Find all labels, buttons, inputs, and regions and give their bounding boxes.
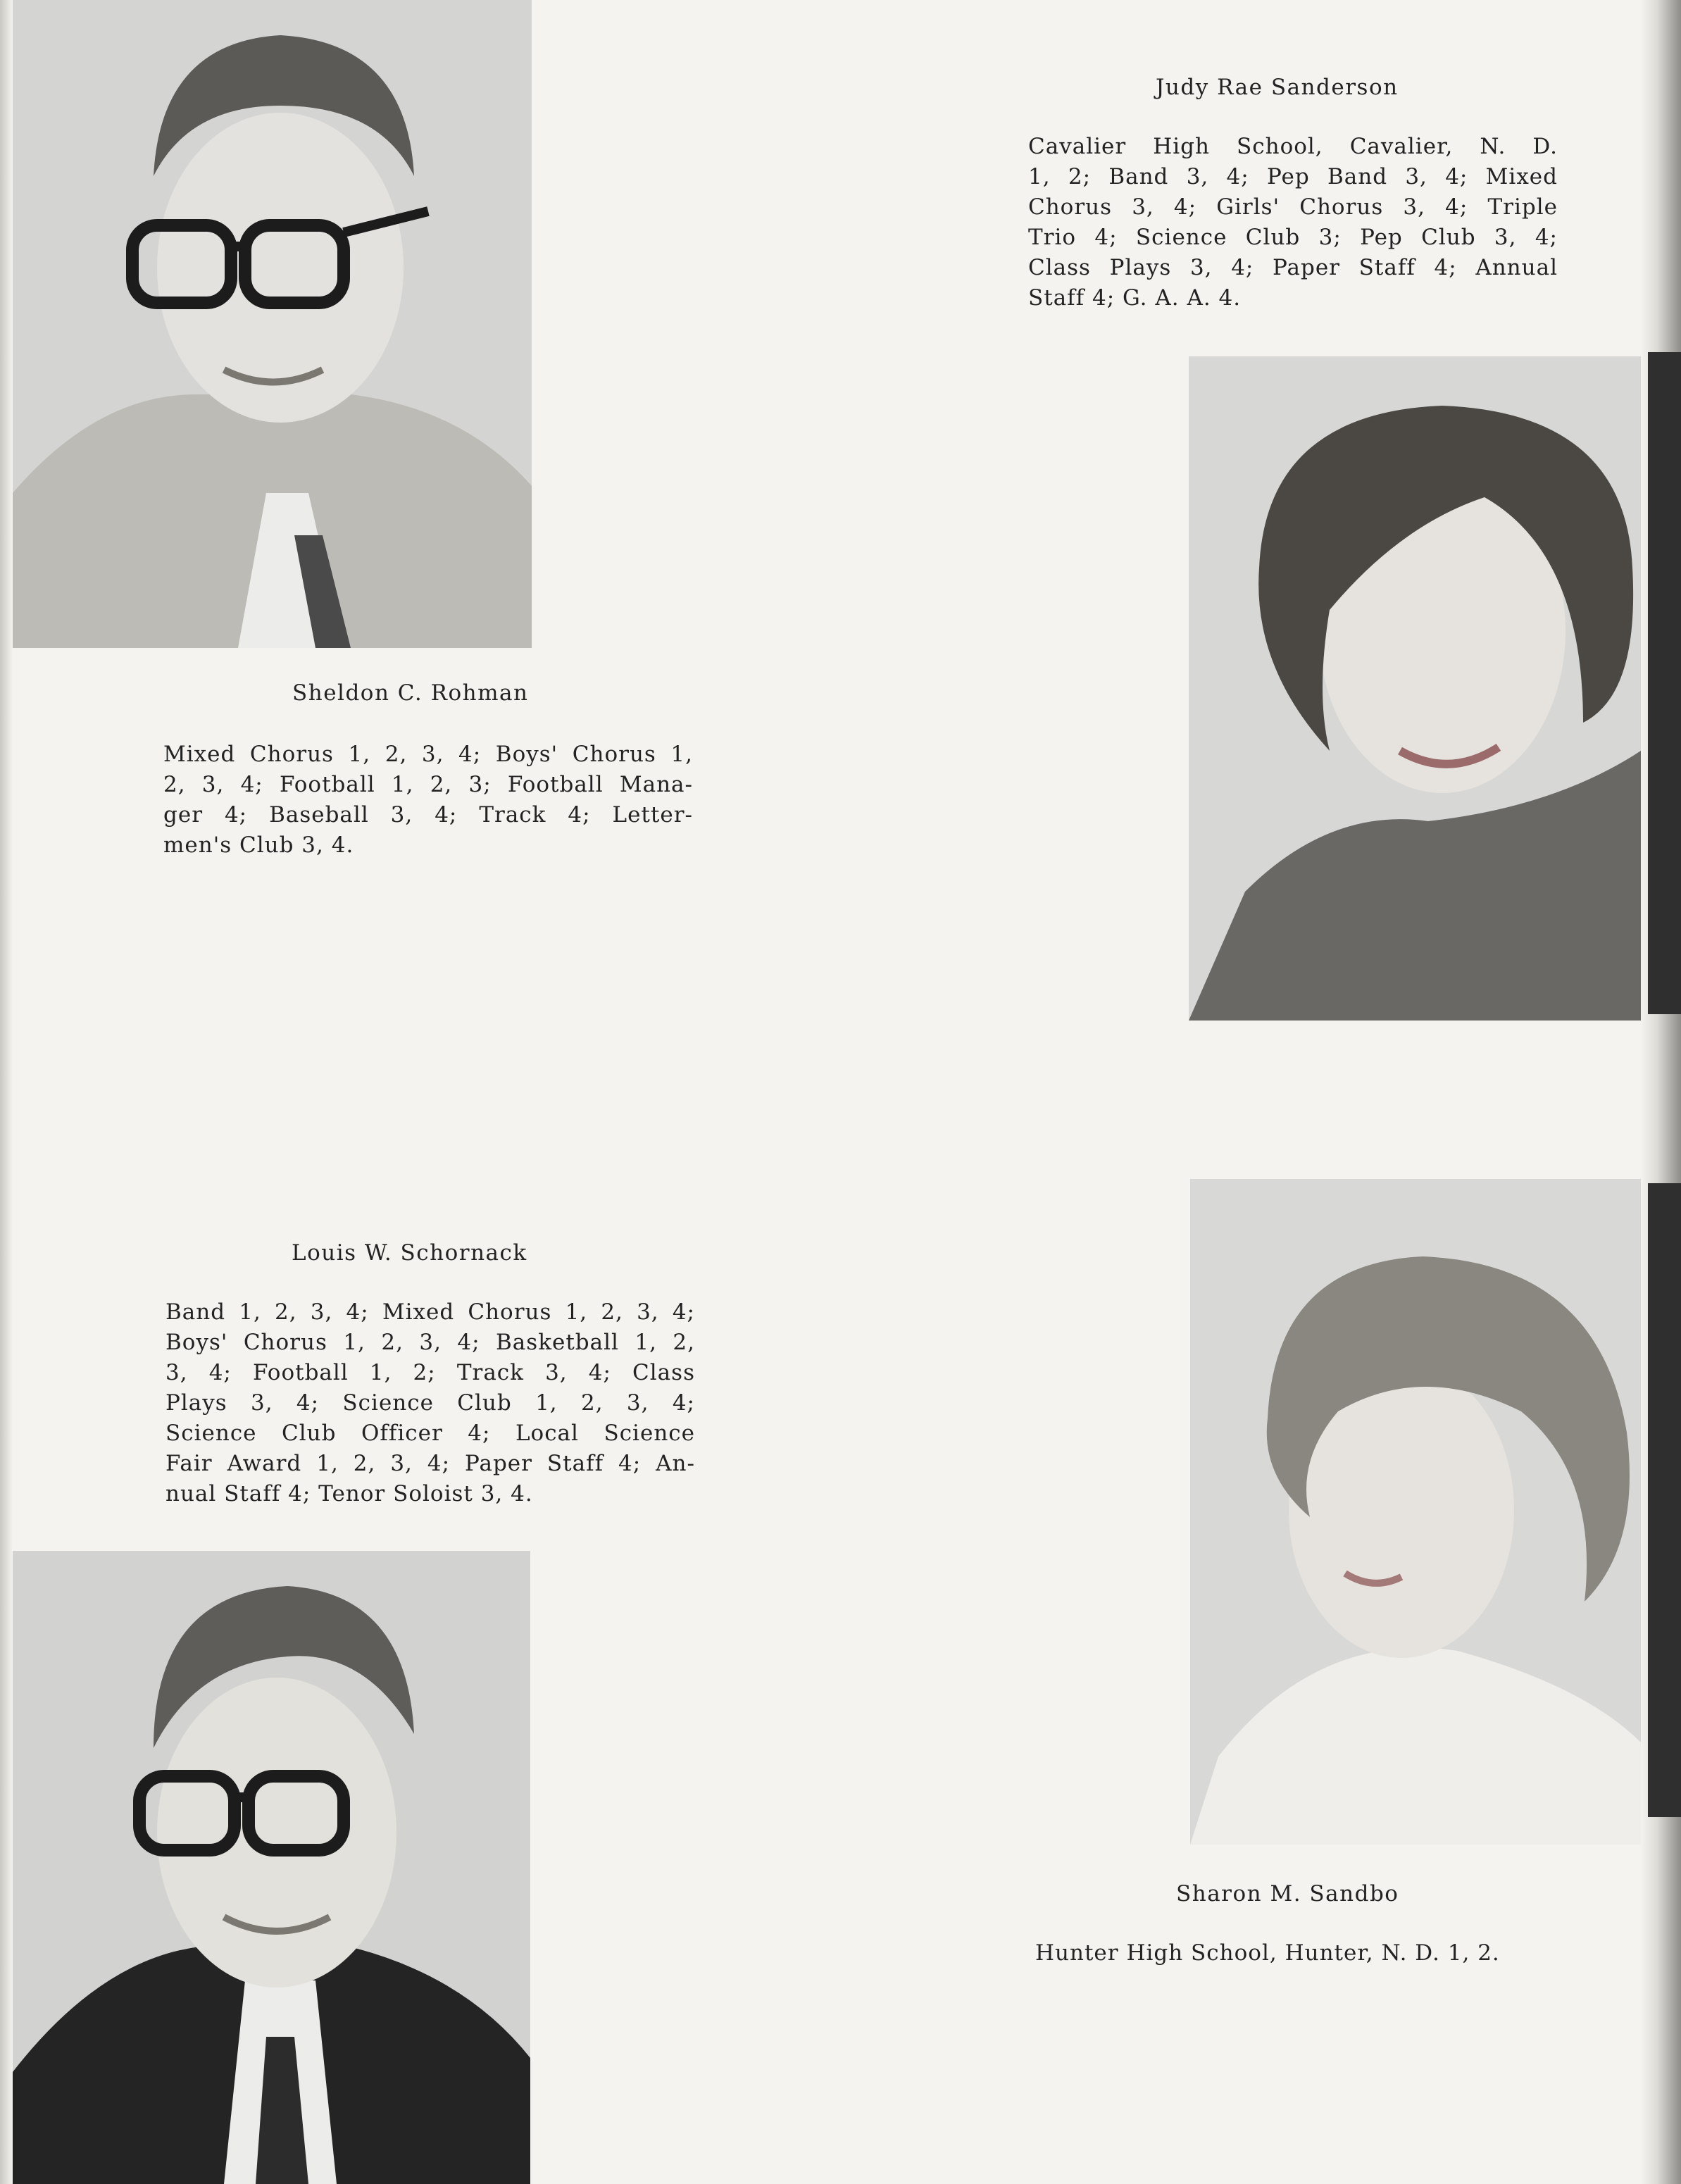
activity-line: Band 1, 2, 3, 4; Mixed Chorus 1, 2, 3, 4;	[165, 1299, 695, 1325]
activity-line: ger 4; Baseball 3, 4; Track 4; Letter-	[163, 802, 693, 828]
activity-line: Staff 4; G. A. A. 4.	[1028, 285, 1242, 311]
activity-line: 3, 4; Football 1, 2; Track 3, 4; Class	[165, 1360, 695, 1385]
student-activities	[1035, 1938, 1563, 1968]
binding-shadow	[1648, 352, 1681, 1014]
portrait-louis-schornack	[13, 1551, 530, 2184]
activity-line: nual Staff 4; Tenor Soloist 3, 4.	[165, 1481, 533, 1506]
page-right-gutter	[1641, 0, 1681, 2184]
activity-line: 2, 3, 4; Football 1, 2, 3; Football Mana-	[163, 772, 693, 797]
activity-line: Fair Award 1, 2, 3, 4; Paper Staff 4; An-	[165, 1451, 695, 1476]
student-name: Judy Rae Sanderson	[1156, 75, 1399, 100]
activity-line: Plays 3, 4; Science Club 1, 2, 3, 4;	[165, 1390, 695, 1416]
student-name: Louis W. Schornack	[292, 1240, 527, 1266]
binding-shadow	[1648, 1183, 1681, 1817]
activity-line: Science Club Officer 4; Local Science	[165, 1421, 695, 1446]
activity-line: 1, 2; Band 3, 4; Pep Band 3, 4; Mixed	[1028, 164, 1558, 189]
student-activities	[163, 740, 693, 861]
student-activities	[165, 1297, 695, 1509]
student-name: Sheldon C. Rohman	[292, 680, 529, 706]
portrait-sheldon-rohman	[13, 0, 532, 648]
portrait-sharon-sandbo	[1190, 1179, 1641, 1845]
student-name: Sharon M. Sandbo	[1176, 1881, 1399, 1907]
activity-line: Cavalier High School, Cavalier, N. D.	[1028, 134, 1558, 159]
activity-line: Mixed Chorus 1, 2, 3, 4; Boys' Chorus 1,	[163, 742, 693, 767]
activity-line: men's Club 3, 4.	[163, 832, 354, 858]
activity-line: Hunter High School, Hunter, N. D. 1, 2.	[1035, 1940, 1500, 1966]
activity-line: Trio 4; Science Club 3; Pep Club 3, 4;	[1028, 225, 1558, 250]
activity-line: Class Plays 3, 4; Paper Staff 4; Annual	[1028, 255, 1558, 280]
page-left-gutter	[0, 0, 13, 2184]
student-activities	[1028, 132, 1558, 313]
activity-line: Boys' Chorus 1, 2, 3, 4; Basketball 1, 2,	[165, 1330, 695, 1355]
activity-line: Chorus 3, 4; Girls' Chorus 3, 4; Triple	[1028, 194, 1558, 220]
portrait-judy-sanderson	[1189, 356, 1641, 1021]
